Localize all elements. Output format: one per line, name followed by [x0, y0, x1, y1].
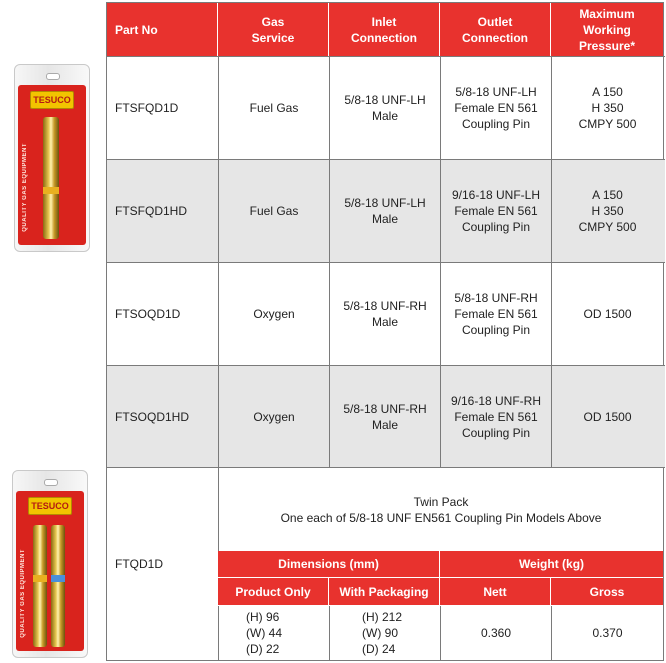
outlet-cell — [440, 263, 551, 365]
outlet-line: Female EN 561 — [454, 101, 538, 115]
twin-pack-image — [12, 470, 88, 658]
part-no-cell: FTQD1D — [115, 557, 163, 571]
header-gas-service-label: Gas Service — [251, 14, 295, 45]
inlet-line: 5/8-18 UNF-RH — [343, 299, 427, 313]
twin-pack-text: One each of 5/8-18 UNF EN561 Coupling Pin Models Above — [280, 510, 602, 525]
hang-hole — [44, 479, 58, 486]
inlet-line: Male — [371, 109, 398, 123]
inlet-line: 5/8-18 UNF-LH — [344, 93, 426, 107]
table-row — [107, 56, 665, 160]
inlet-cell — [329, 366, 440, 467]
twin-pack-title: Twin Pack — [413, 494, 469, 509]
product-only-dimensions — [218, 606, 329, 660]
pressure-line: CMPY 500 — [578, 117, 637, 131]
outlet-cell — [440, 366, 551, 467]
inlet-cell — [329, 57, 440, 159]
outlet-line: Female EN 561 — [454, 409, 538, 424]
product-only-header: Product Only — [218, 578, 329, 606]
outlet-line: 5/8-18 UNF-RH — [454, 291, 538, 305]
table-row — [107, 160, 665, 263]
inlet-line: 5/8-18 UNF-LH — [344, 196, 426, 210]
brand-logo: TESUCO — [30, 91, 74, 109]
header-gas-service — [218, 3, 329, 56]
gross-header: Gross — [551, 578, 663, 606]
part-no-cell: FTSOQD1D — [115, 307, 181, 321]
pressure-line: H 350 — [591, 101, 624, 115]
pack-side-text: QUALITY GAS EQUIPMENT — [20, 549, 26, 638]
outlet-line: 9/16-18 UNF-RH — [450, 393, 542, 408]
header-part-no: Part No — [107, 3, 218, 56]
gas-service-cell: Oxygen — [218, 366, 329, 467]
header-inlet-label: Inlet Connection — [351, 14, 417, 45]
flashback-arrestor-valve — [51, 525, 65, 647]
dimension-line: (D) 24 — [362, 642, 396, 656]
part-no-cell: FTSFQD1HD — [115, 204, 187, 218]
dimension-line: (D) 22 — [246, 642, 280, 656]
inlet-cell — [329, 160, 440, 262]
outlet-line: Coupling Pin — [461, 425, 531, 440]
hang-hole — [46, 73, 60, 80]
header-inlet-connection — [329, 3, 440, 56]
flashback-arrestor-valve — [43, 117, 59, 239]
outlet-line: Coupling Pin — [461, 323, 531, 337]
with-packaging-dimensions — [329, 606, 440, 660]
header-outlet-label: Outlet Connection — [462, 14, 528, 45]
pack-card — [16, 491, 84, 651]
dimension-line: (W) 44 — [246, 626, 282, 640]
nett-weight: 0.360 — [440, 606, 551, 660]
pressure-line: H 350 — [591, 204, 624, 218]
flashback-arrestor-valve — [33, 525, 47, 647]
header-max-pressure — [551, 3, 663, 56]
outlet-cell — [440, 160, 551, 262]
nett-header: Nett — [440, 578, 551, 606]
outlet-line: 5/8-18 UNF-LH — [455, 85, 537, 99]
part-no-cell: FTSOQD1HD — [115, 409, 190, 424]
pressure-line: A 150 — [592, 85, 623, 99]
part-no-cell: FTSFQD1D — [115, 101, 179, 115]
pressure-cell — [551, 57, 663, 159]
gross-weight: 0.370 — [551, 606, 663, 660]
pressure-line: CMPY 500 — [578, 220, 637, 234]
table-row — [107, 263, 665, 366]
twin-pack-description — [218, 468, 663, 551]
table-row — [107, 366, 665, 468]
outlet-line: Coupling Pin — [461, 117, 531, 131]
dimension-line: (H) 96 — [246, 610, 280, 624]
outlet-cell — [440, 57, 551, 159]
outlet-line: Female EN 561 — [454, 307, 538, 321]
inlet-line: Male — [371, 315, 398, 329]
dimensions-header: Dimensions (mm) — [218, 551, 440, 578]
spec-table — [106, 2, 664, 661]
brand-logo: TESUCO — [28, 497, 72, 515]
outlet-line: 9/16-18 UNF-LH — [451, 188, 541, 202]
header-outlet-connection — [440, 3, 551, 56]
pressure-line: A 150 — [592, 188, 623, 202]
gas-service-cell: Fuel Gas — [218, 160, 329, 262]
pack-card — [18, 85, 86, 245]
weight-header: Weight (kg) — [440, 551, 663, 578]
dimension-line: (H) 212 — [362, 610, 403, 624]
gas-service-cell: Oxygen — [218, 263, 329, 365]
outlet-line: Female EN 561 — [454, 204, 538, 218]
with-packaging-header: With Packaging — [329, 578, 440, 606]
twin-pack-row — [107, 468, 665, 660]
gas-service-cell: Fuel Gas — [218, 57, 329, 159]
pressure-cell: OD 1500 — [551, 366, 663, 467]
pack-side-text: QUALITY GAS EQUIPMENT — [22, 143, 28, 232]
pressure-cell: OD 1500 — [551, 263, 663, 365]
outlet-line: Coupling Pin — [461, 220, 531, 234]
inlet-line: Male — [371, 417, 398, 432]
pressure-cell — [551, 160, 663, 262]
inlet-line: Male — [371, 212, 398, 226]
inlet-cell — [329, 263, 440, 365]
single-pack-image — [14, 64, 90, 252]
dimension-line: (W) 90 — [362, 626, 398, 640]
inlet-line: 5/8-18 UNF-RH — [343, 401, 427, 416]
header-pressure-label: Maximum Working Pressure* — [578, 6, 636, 53]
